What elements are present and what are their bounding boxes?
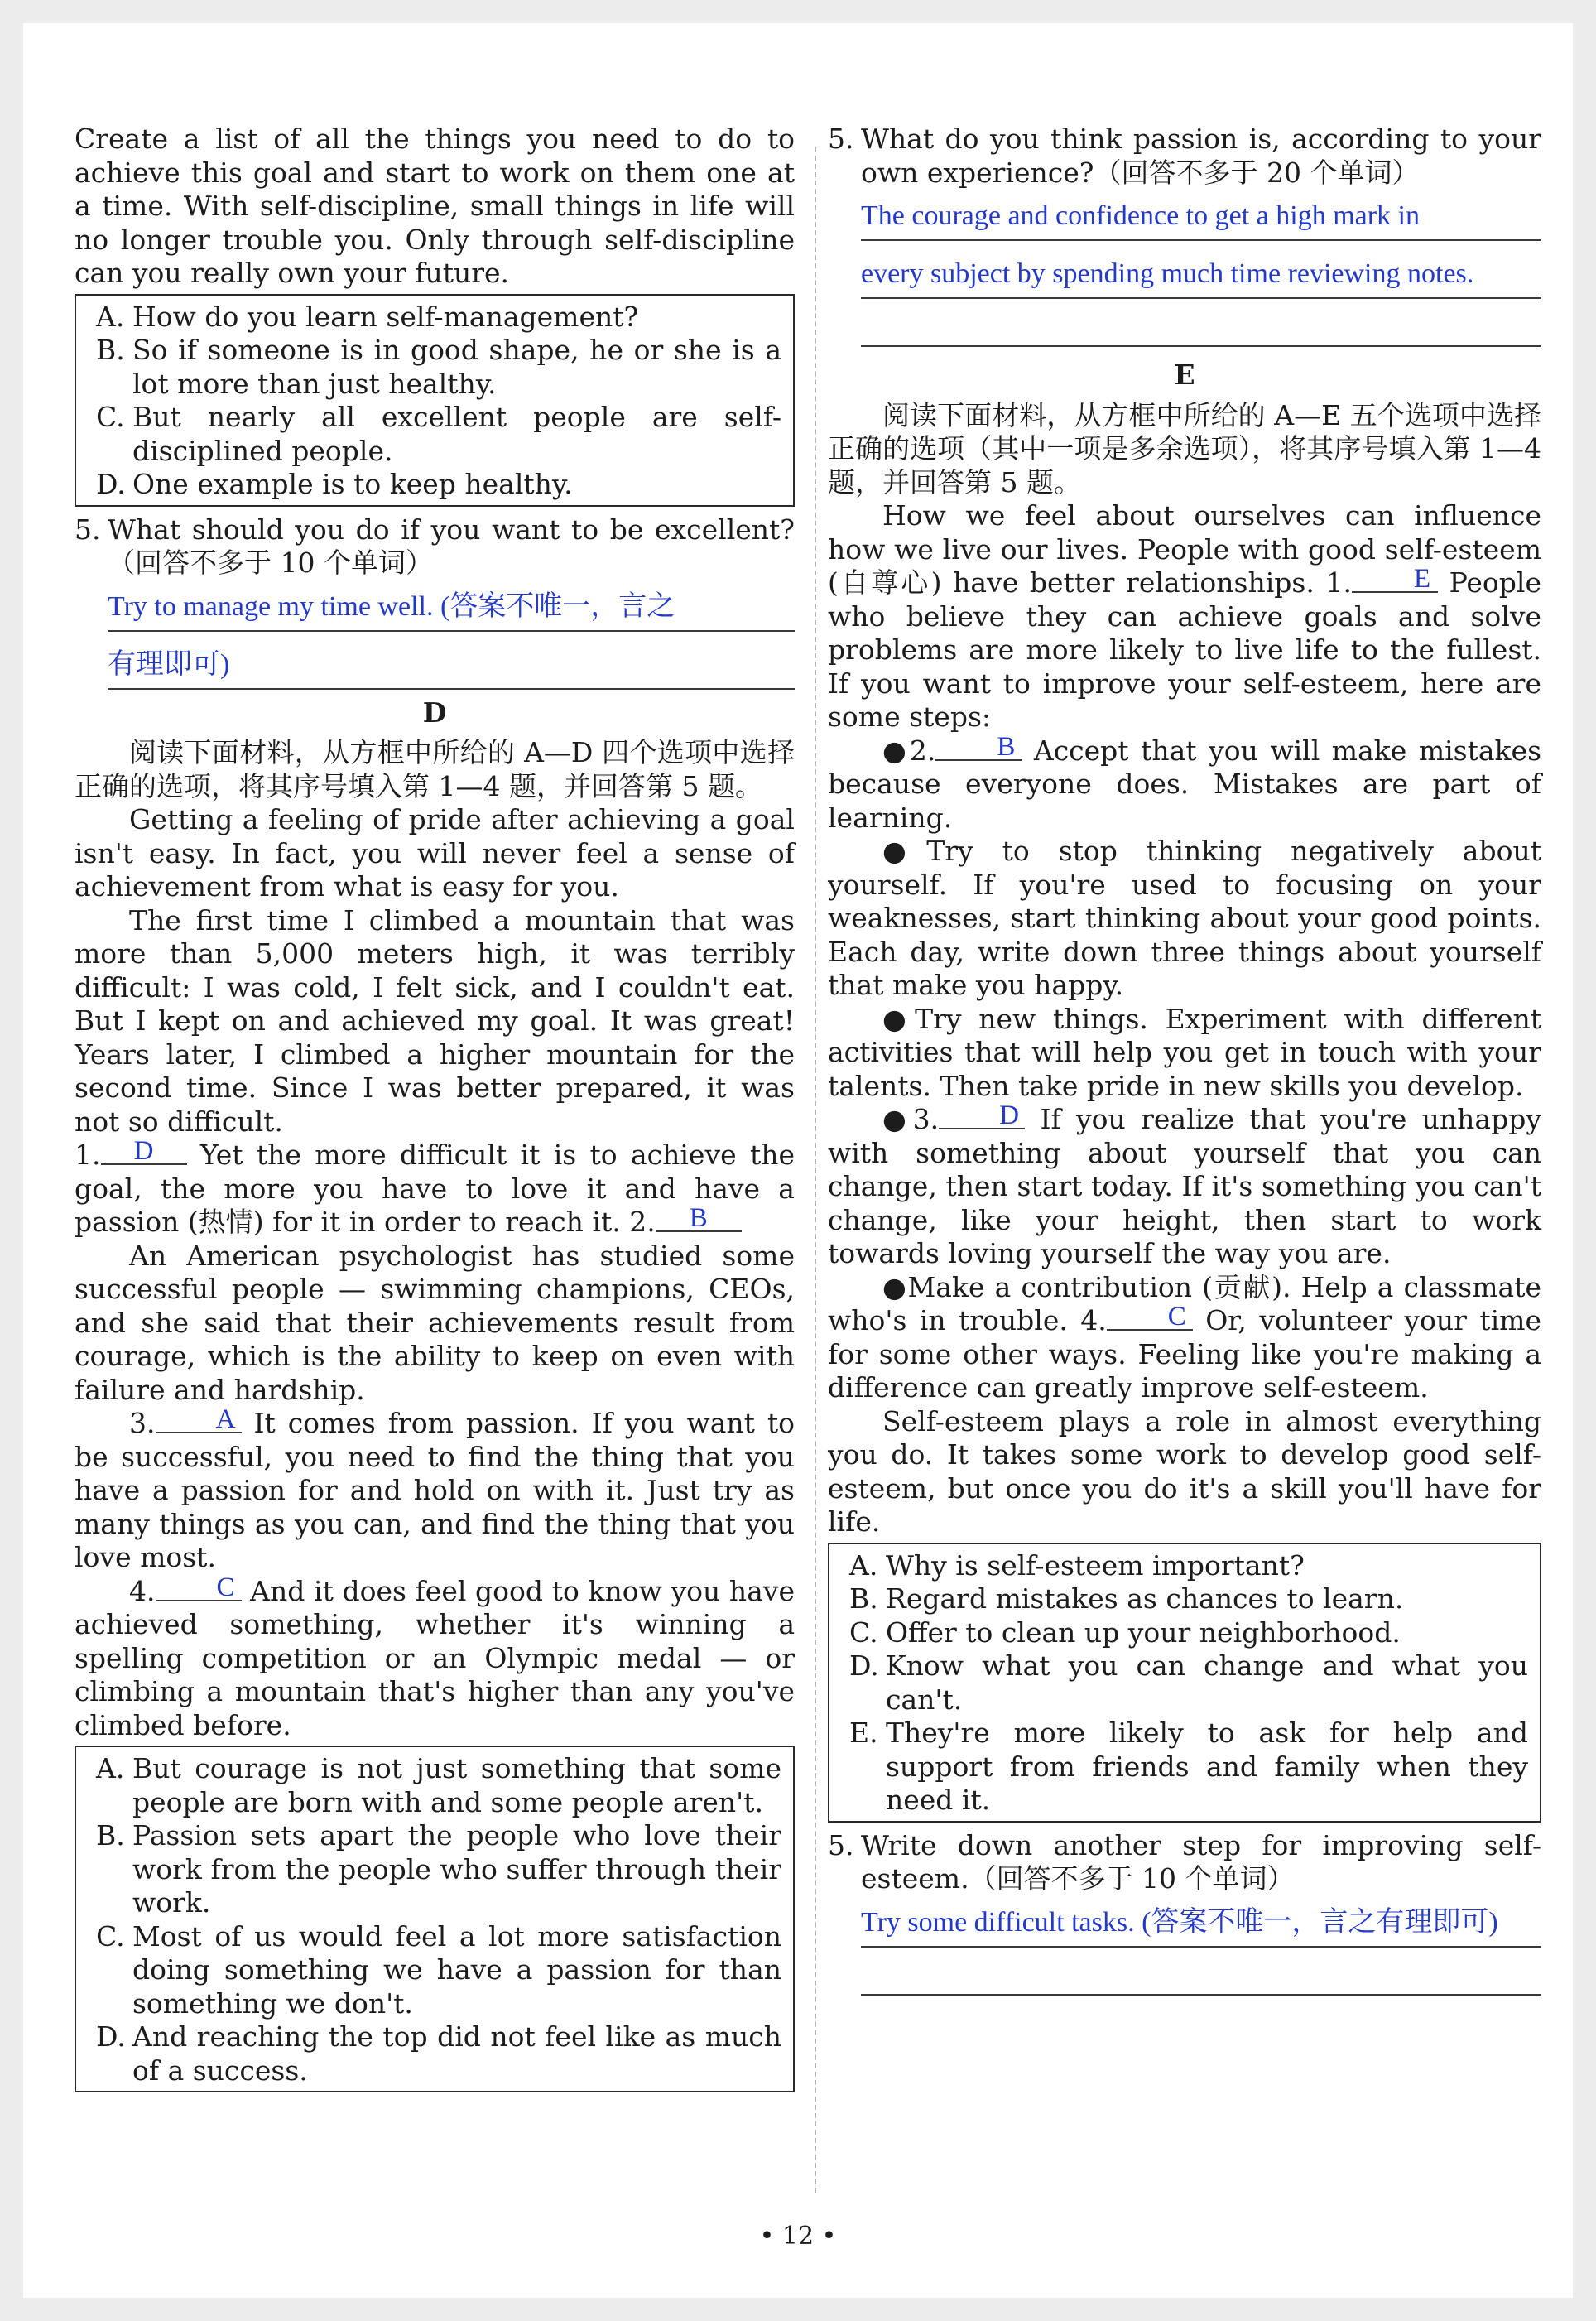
paragraph: Self-esteem plays a role in almost everything you do. It takes some work to develop good self-esteem, but once you do it's a skill you'll have for life.	[828, 1404, 1541, 1538]
answer-blank[interactable]: C	[1107, 1304, 1193, 1331]
options-box-d	[75, 1746, 795, 2092]
option-item: B. So if someone is in good shape, he or she is a lot more than just healthy.	[96, 334, 781, 400]
option-item: C. But nearly all excellent people are self-disciplined people.	[96, 401, 781, 467]
paragraph: ●3. D If you realize that you're unhappy with something about yourself that you can change, then start today. If it's something you can't change, like your height, then start to work towards loving yourself the way you are.	[828, 1100, 1541, 1269]
paragraph: Getting a feeling of pride after achieving a goal isn't easy. In fact, you will never feel a sense of achievement from what is easy for you.	[75, 803, 795, 903]
options-box-c	[75, 294, 795, 507]
answer-line[interactable]: 有理即可)	[108, 638, 795, 690]
option-item: A. But courage is not just something that some people are born with and some people aren't.	[96, 1752, 781, 1818]
answer-blank[interactable]: D	[101, 1139, 187, 1165]
intro-paragraph: Create a list of all the things you need to do to achieve this goal and start to work on them one at a time. With self-discipline, small things in life will no longer trouble you. Only through self-discipline can you really own your future.	[75, 123, 795, 289]
option-item: C. Most of us would feel a lot more satisfaction doing something we have a passion for than something we don't.	[96, 1919, 781, 2020]
option-item: B. Passion sets apart the people who love their work from the people who suffer through their work.	[96, 1819, 781, 1919]
answer-blank[interactable]: A	[156, 1407, 242, 1433]
answer-blank[interactable]: B	[656, 1206, 742, 1232]
column-divider	[815, 147, 816, 2193]
option-item: C. Offer to clean up your neighborhood.	[849, 1616, 1401, 1649]
right-column	[828, 123, 1541, 2007]
option-item: D. One example is to keep healthy.	[96, 468, 573, 500]
section-title-d: D	[422, 696, 447, 729]
paragraph: 4. C And it does feel good to know you have achieved something, whether it's winning a spelling competition or an Olympic medal — or climbing a mountain that's higher than any you've climbed before.	[75, 1572, 795, 1741]
section-title-e: E	[1174, 359, 1195, 391]
paragraph: ●Make a contribution (贡献). Help a classmate who's in trouble. 4. C Or, volunteer your time for some other ways. Feeling like you're making a difference can greatly improve self-esteem.	[828, 1270, 1541, 1404]
paragraph: ●Try new things. Experiment with different activities that will help you get in touch with your talents. Then take pride in new skills you develop.	[828, 1002, 1541, 1102]
answer-line-empty[interactable]	[861, 1954, 1541, 1996]
answer-line[interactable]: The courage and confidence to get a high mark in	[861, 190, 1541, 241]
option-item: A. Why is self-esteem important?	[849, 1548, 1305, 1582]
paragraph: An American psychologist has studied some successful people — swimming champions, CEOs, and she said that their achievements result from courage, which is the ability to keep on even with failure and hardship.	[75, 1239, 795, 1406]
answer-blank[interactable]: B	[935, 734, 1022, 761]
paragraph: 1. D Yet the more difficult it is to achieve the goal, the more you have to love it and have a passion (热情) for it in order to reach it. 2. B	[75, 1136, 795, 1238]
option-item: D. And reaching the top did not feel like as much of a success.	[96, 2020, 781, 2087]
paragraph: ●Try to stop thinking negatively about yourself. If you're used to focusing on your weaknesses, start thinking about your good points. Each day, write down three things about yourself that make you happy.	[828, 835, 1541, 1001]
answer-line[interactable]: every subject by spending much time reviewing notes.	[861, 248, 1541, 299]
worksheet-page	[23, 23, 1573, 2298]
answer-line-empty[interactable]	[861, 306, 1541, 347]
answer-blank[interactable]: D	[939, 1103, 1025, 1129]
option-item: B. Regard mistakes as chances to learn.	[849, 1582, 1404, 1615]
paragraph: How we feel about ourselves can influence how we live our lives. People with good self-esteem (自尊心) have better relationships. 1. E People who believe they can achieve goals and solve problems are more likely to live life to the fullest. If you want to improve your self-esteem, here are some steps:	[828, 499, 1541, 733]
instructions-e: 阅读下面材料，从方框中所给的 A—E 五个选项中选择正确的选项（其中一项是多余选项），将其序号填入第 1—4 题，并回答第 5 题。	[828, 398, 1541, 498]
option-item: D. Know what you can change and what you can't.	[849, 1649, 1528, 1716]
question-5-d: 5. What do you think passion is, according to your own experience?（回答不多于 20 个单词）	[828, 123, 1541, 189]
paragraph: ●2. B Accept that you will make mistakes because everyone does. Mistakes are part of learning.	[828, 731, 1542, 834]
option-item: A. How do you learn self-management?	[96, 300, 639, 333]
page-number: • 12 •	[759, 2222, 837, 2251]
answer-blank[interactable]: E	[1352, 566, 1438, 593]
answer-line[interactable]: Try some difficult tasks. (答案不唯一，言之有理即可)	[861, 1896, 1541, 1948]
left-column	[75, 123, 795, 2099]
options-box-e	[828, 1543, 1541, 1823]
paragraph: 3. A It comes from passion. If you want to be successful, you need to find the thing that you have a passion for and hold on with it. Just try as many things as you can, and find the thing that you love most.	[75, 1404, 795, 1573]
instructions-d: 阅读下面材料，从方框中所给的 A—D 四个选项中选择正确的选项，将其序号填入第 1—4 题，并回答第 5 题。	[75, 736, 795, 802]
answer-line[interactable]: Try to manage my time well. (答案不唯一，言之	[108, 580, 795, 632]
option-item: E. They're more likely to ask for help and support from friends and family when they need it.	[849, 1717, 1528, 1816]
paragraph: The first time I climbed a mountain that was more than 5,000 meters high, it was terribly difficult: I was cold, I felt sick, and I couldn't eat. But I kept on and achieved my goal. It was great! Years later, I climbed a higher mountain for the second time. Since I was better prepared, it was not so difficult.	[75, 903, 795, 1138]
question-5-e: 5. Write down another step for improving self-esteem.（回答不多于 10 个单词）	[828, 1828, 1541, 1895]
question-5-c: 5. What should you do if you want to be excellent?（回答不多于 10 个单词）	[75, 513, 795, 579]
answer-blank[interactable]: C	[156, 1575, 242, 1601]
